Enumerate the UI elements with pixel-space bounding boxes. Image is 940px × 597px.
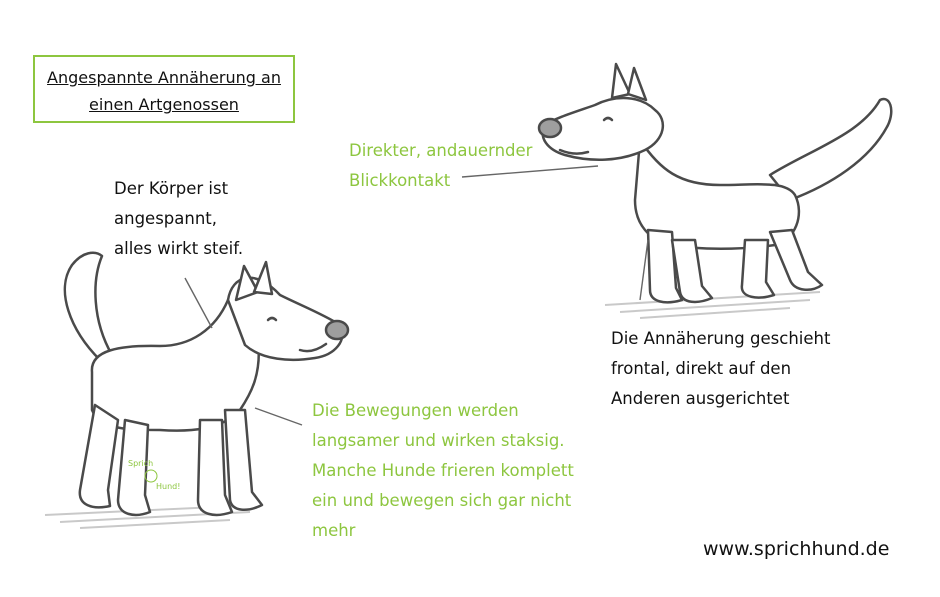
title-line-1: Angespannte Annäherung an (47, 68, 281, 87)
note-approach-line-2: frontal, direkt auf den (611, 359, 792, 378)
website-label: www.sprichhund.de (703, 538, 890, 560)
dog-left-tail (65, 253, 112, 360)
dog-right-nose (539, 119, 561, 137)
note-movement-line-4: ein und bewegen sich gar nicht (312, 491, 572, 510)
dog-left (65, 253, 348, 515)
note-eye-contact (349, 136, 532, 196)
watermark-line1: Sprich (128, 459, 154, 468)
dog-right-leg-back-2 (770, 230, 822, 290)
dog-right (539, 64, 891, 302)
note-movement-line-3: Manche Hunde frieren komplett (312, 461, 574, 480)
dog-left-leg-front-2 (225, 410, 262, 510)
note-approach-line-1: Die Annäherung geschieht (611, 329, 831, 348)
leader-body (185, 278, 212, 328)
note-movement-line-1: Die Bewegungen werden (312, 401, 519, 420)
title-box (33, 55, 295, 123)
ground-right (605, 292, 820, 318)
note-body-line-1: Der Körper ist (114, 179, 229, 198)
note-movement (312, 396, 574, 546)
note-approach-line-3: Anderen ausgerichtet (611, 389, 790, 408)
note-eye-line-1: Direkter, andauernder (349, 141, 533, 160)
leader-approach (640, 240, 648, 300)
note-movement-line-5: mehr (312, 521, 356, 540)
title-line-2: einen Artgenossen (89, 95, 239, 114)
leader-movement (255, 408, 302, 425)
watermark-line2: Hund! (156, 482, 181, 491)
dog-right-leg-back-1 (742, 240, 774, 298)
dog-right-ear-2 (628, 68, 646, 100)
dog-left-leg-back-1 (80, 405, 118, 507)
note-body-line-3: alles wirkt steif. (114, 239, 244, 258)
note-frontal-approach (611, 324, 830, 414)
note-movement-line-2: langsamer und wirken staksig. (312, 431, 565, 450)
note-body-tension (114, 174, 243, 264)
note-eye-line-2: Blickkontakt (349, 171, 451, 190)
note-body-line-2: angespannt, (114, 209, 218, 228)
dog-left-nose (326, 321, 348, 339)
dog-right-tail (770, 99, 891, 200)
